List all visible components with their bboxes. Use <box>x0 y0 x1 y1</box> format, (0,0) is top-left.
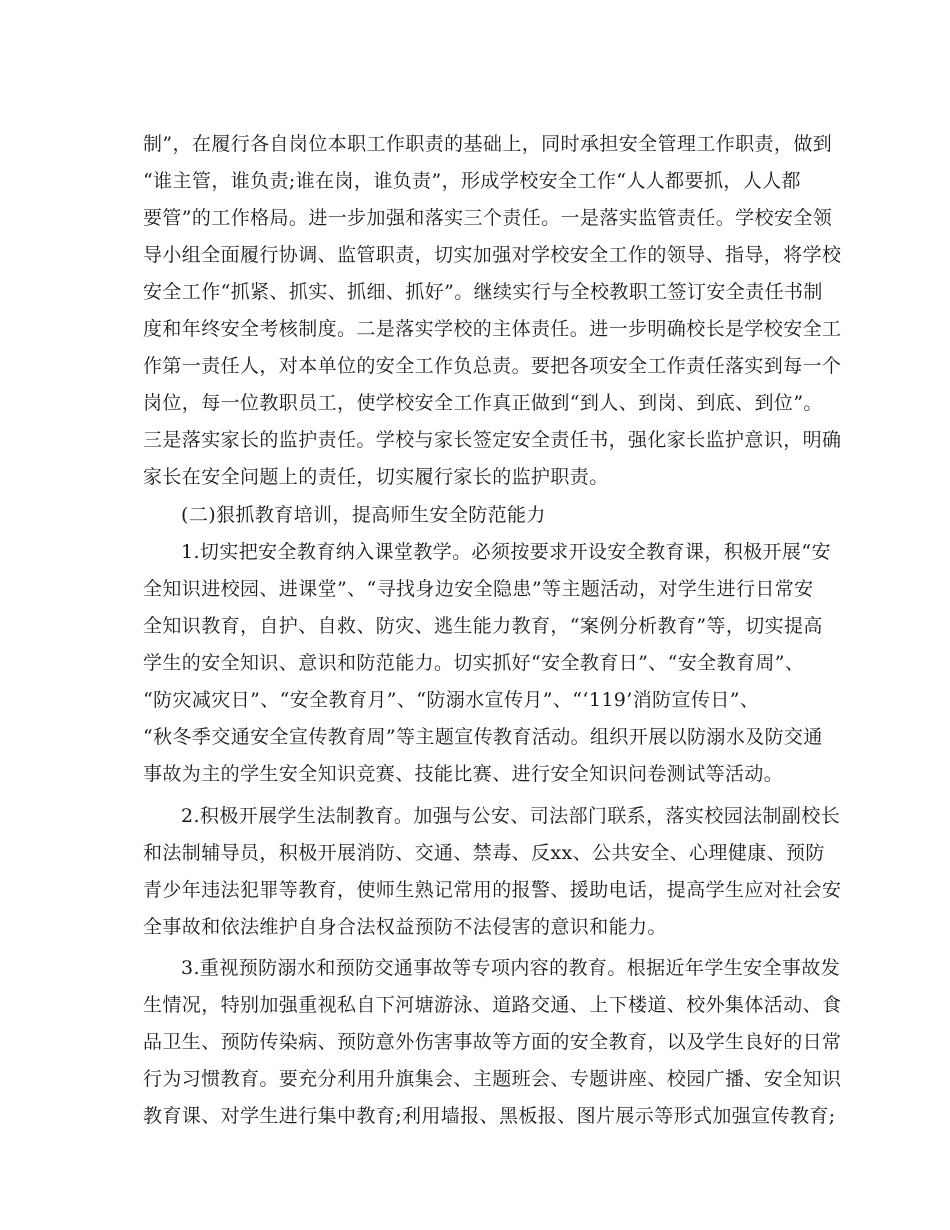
text-line-20: 和法制辅导员，积极开展消防、交通、禁毒、反xx、公共安全、心理健康、预防 <box>143 842 825 864</box>
text-line-18: 事故为主的学生安全知识竞赛、技能比赛、进行安全知识问卷测试等活动。 <box>143 763 784 785</box>
text-line-1: 制”，在履行各自岗位本职工作职责的基础上，同时承担安全管理工作职责，做到 <box>143 133 833 155</box>
text-line-16: “防灾减灾日”、“安全教育月”、“防溺水宣传月”、“‘119’消防宣传日”、 <box>143 689 760 711</box>
text-line-17: “秋冬季交通安全宣传教育周”等主题宣传教育活动。组织开展以防溺水及防交通 <box>143 726 823 748</box>
text-line-7: 作第一责任人，对本单位的安全工作负总责。要把各项安全工作责任落实到每一个 <box>143 355 842 377</box>
text-line-21: 青少年违法犯罪等教育，使师生熟记常用的报警、援助电话，提高学生应对社会安 <box>143 879 842 901</box>
text-line-4: 导小组全面履行协调、监管职责，切实加强对学校安全工作的领导、指导，将学校 <box>143 244 842 266</box>
text-line-26: 行为习惯教育。要充分利用升旗集会、主题班会、专题讲座、校园广播、安全知识 <box>143 1068 842 1090</box>
text-line-8: 岗位，每一位教职员工，使学校安全工作真正做到“到人、到岗、到底、到位”。 <box>143 392 823 414</box>
text-line-19: 2.积极开展学生法制教育。加强与公安、司法部门联系，落实校园法制副校长 <box>181 805 841 827</box>
text-line-22: 全事故和依法维护自身合法权益预防不法侵害的意识和能力。 <box>143 916 667 938</box>
text-line-13: 全知识进校园、进课堂”、“寻找身边安全隐患”等主题活动，对学生进行日常安 <box>143 578 814 600</box>
text-line-3: 要管”的工作格局。进一步加强和落实三个责任。一是落实监管责任。学校安全领 <box>143 207 833 229</box>
text-line-9: 三是落实家长的监护责任。学校与家长签定安全责任书，强化家长监护意识，明确 <box>143 429 842 451</box>
text-line-27: 教育课、对学生进行集中教育;利用墙报、黑板报、图片展示等形式加强宣传教育; <box>143 1105 836 1127</box>
text-line-2: “谁主管，谁负责;谁在岗，谁负责”，形成学校安全工作“人人都要抓，人人都 <box>143 170 801 192</box>
text-line-6: 度和年终安全考核制度。二是落实学校的主体责任。进一步明确校长是学校安全工 <box>143 318 842 340</box>
text-line-24: 生情况，特别加强重视私自下河塘游泳、道路交通、上下楼道、校外集体活动、食 <box>143 994 842 1016</box>
text-line-14: 全知识教育，自护、自救、防灾、逃生能力教育，“案例分析教育”等，切实提高 <box>143 615 823 637</box>
text-line-25: 品卫生、预防传染病、预防意外伤害事故等方面的安全教育，以及学生良好的日常 <box>143 1031 842 1053</box>
text-line-15: 学生的安全知识、意识和防范能力。切实抓好“安全教育日”、“安全教育周”、 <box>143 652 805 674</box>
text-line-12: 1.切实把安全教育纳入课堂教学。必须按要求开设安全教育课，积极开展“安 <box>181 541 831 563</box>
text-line-5: 安全工作“抓紧、抓实、抓细、抓好”。继续实行与全校教职工签订安全责任书制 <box>143 281 823 303</box>
section-heading: (二)狠抓教育培训，提高师生安全防范能力 <box>181 504 546 526</box>
text-line-10: 家长在安全问题上的责任，切实履行家长的监护职责。 <box>143 466 609 488</box>
text-line-23: 3.重视预防溺水和预防交通事故等专项内容的教育。根据近年学生安全事故发 <box>181 957 841 979</box>
